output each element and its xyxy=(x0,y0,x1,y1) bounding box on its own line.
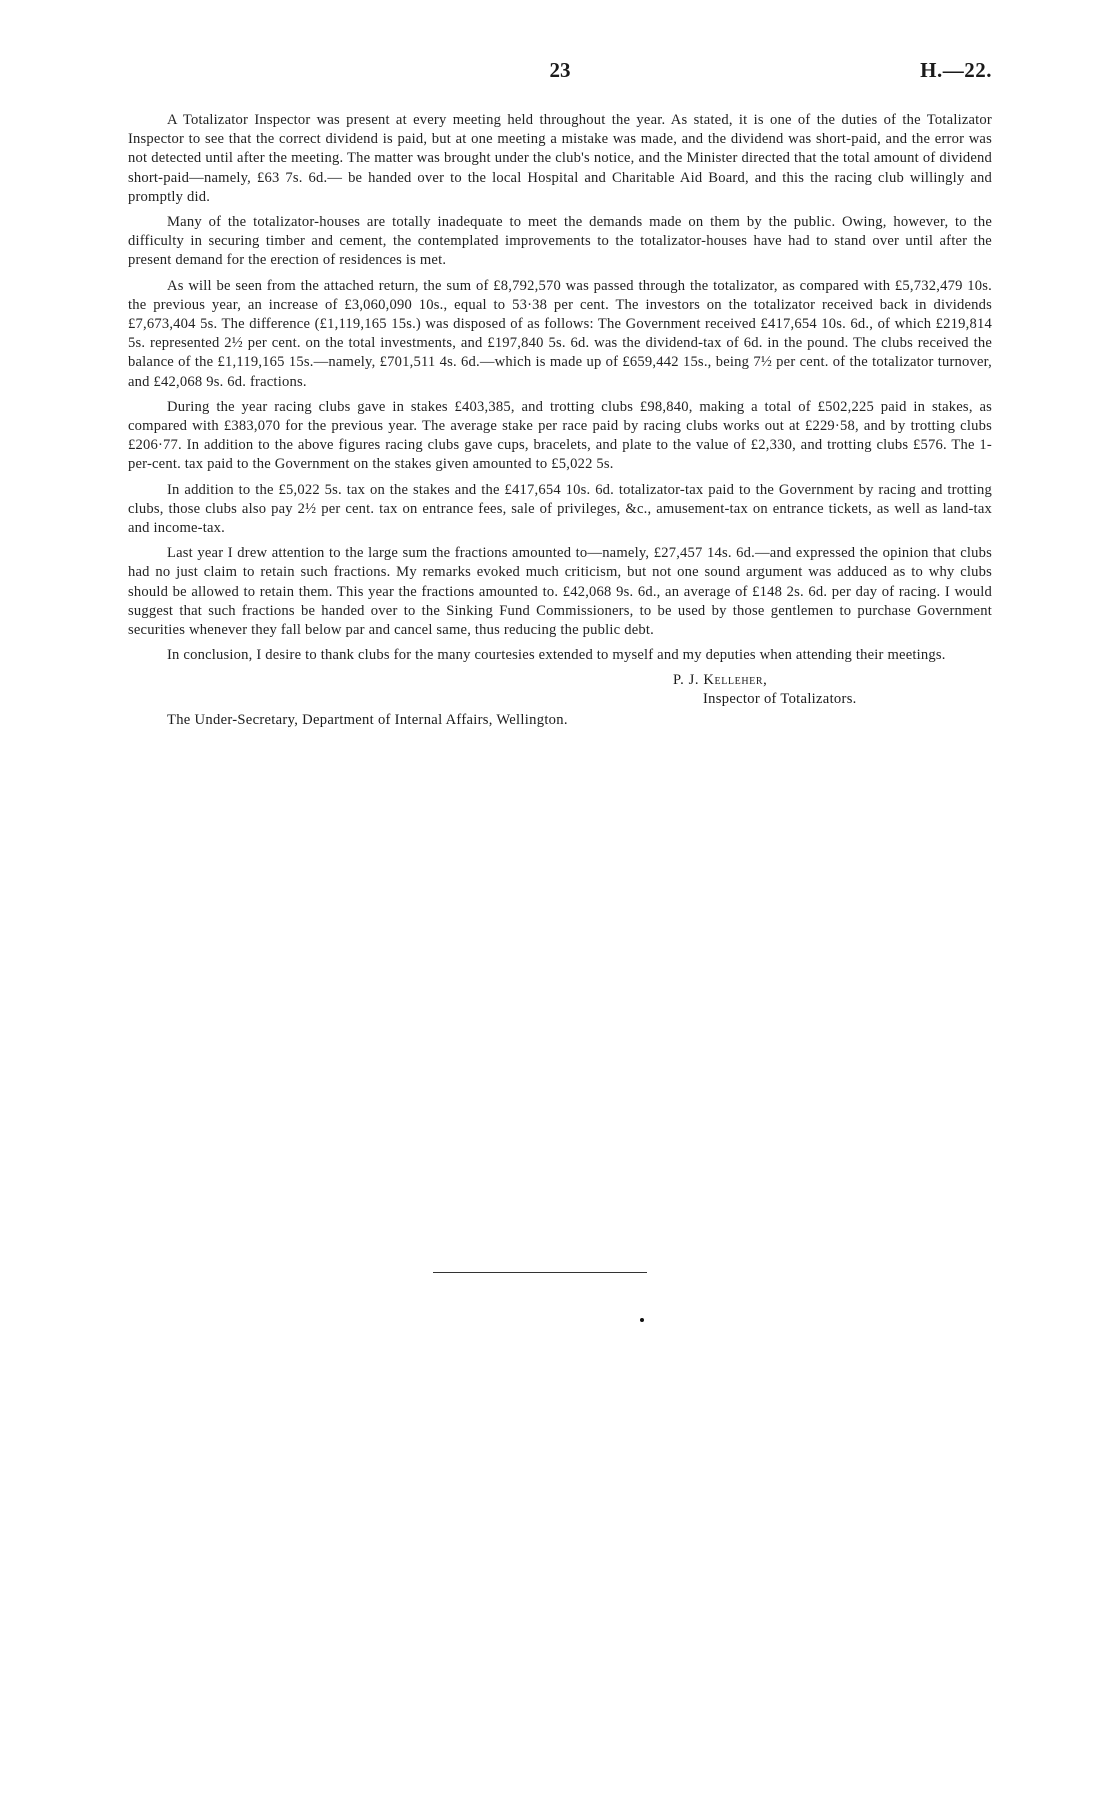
page-number: 23 xyxy=(549,58,571,82)
signatory-surname: Kelleher, xyxy=(703,672,768,689)
signature-block xyxy=(128,671,992,711)
paragraph-totalizator-houses: Many of the totalizator-houses are totally inadequate to meet the demands made on them by the public. Owing, however, to the difficulty in securing timber and cement, the contemplated improvements to the totalizator-houses have had to stand over until after the present demand for the erection of residences is met. xyxy=(128,214,992,269)
paragraph-conclusion: In conclusion, I desire to thank clubs for the many courtesies extended to myself and my deputies when attending their meetings. xyxy=(167,647,946,664)
document-reference: H.—22. xyxy=(920,58,992,82)
page-header xyxy=(128,58,992,88)
closing-rule xyxy=(433,1272,647,1273)
paragraph-inspector-presence: A Totalizator Inspector was present at every meeting held throughout the year. As stated, it is one of the duties of the Totalizator Inspector to see that the correct dividend is paid, but at one meeting a mistake was made, and the dividend was short-paid, and the error was not detected until after the meeting. The matter was brought under the club's notice, and the Minister directed that the total amount of dividend short-paid—namely, £63 7s. 6d.— be handed over to the local Hospital and Charitable Aid Board, and this the racing club willingly and promptly did. xyxy=(128,112,992,205)
paragraph-stakes: During the year racing clubs gave in stakes £403,385, and trotting clubs £98,840, making a total of £502,225 paid in stakes, as compared with £383,070 for the previous year. The average stake per race paid by racing clubs works out at £229·58, and by trotting clubs £206·77. In addition to the above figures racing clubs gave cups, bracelets, and plate to the value of £2,330, and trotting clubs £576. The 1-per-cent. tax paid to the Government on the stakes given amounted to £5,022 5s. xyxy=(128,398,992,473)
report-body xyxy=(128,111,992,730)
signatory-title: Inspector of Totalizators. xyxy=(703,691,857,708)
signatory-name xyxy=(673,671,767,690)
paragraph-fractions: Last year I drew attention to the large sum the fractions amounted to—namely, £27,457 14s. 6d.—and expressed the opinion that clubs had no just claim to retain such fractions. My remarks evoked much criticism, but not one sound argument was adduced as to why clubs should be allowed to retain them. This year the fractions amounted to. £42,068 9s. 6d., an average of £148 2s. 6d. per day of racing. I would suggest that such fractions be handed over to the Sinking Fund Commissioners, to be used by those gentlemen to purchase Government securities whenever they fall below par and cancel same, thus reducing the public debt. xyxy=(128,545,992,639)
paragraph-taxes: In addition to the £5,022 5s. tax on the stakes and the £417,654 10s. 6d. totalizator-tax paid to the Government by racing and trotting clubs, those clubs also pay 2½ per cent. tax on entrance fees, sale of privileges, &c., amusement-tax on entrance tickets, as well as land-tax and income-tax. xyxy=(128,481,992,537)
printer-dot xyxy=(640,1318,644,1322)
addressee-line: The Under-Secretary, Department of Internal Affairs, Wellington. xyxy=(167,712,568,729)
signatory-initials: P. J. xyxy=(673,672,704,689)
paragraph-turnover: As will be seen from the attached return, the sum of £8,792,570 was passed through the totalizator, as compared with £5,732,479 10s. the previous year, an increase of £3,060,090 10s., equal to 53·38 per cent. The investors on the totalizator received back in dividends £7,673,404 5s. The difference (£1,119,165 15s.) was disposed of as follows: The Government received £417,654 10s. 6d., of which £219,814 5s. represented 2½ per cent. on the total investments, and £197,840 5s. 6d. was the dividend-tax of 6d. in the pound. The clubs received the balance of the £1,119,165 15s.—namely, £701,511 4s. 6d.—which is made up of £659,442 15s., being 7½ per cent. of the totalizator turnover, and £42,068 9s. 6d. fractions. xyxy=(128,277,992,390)
